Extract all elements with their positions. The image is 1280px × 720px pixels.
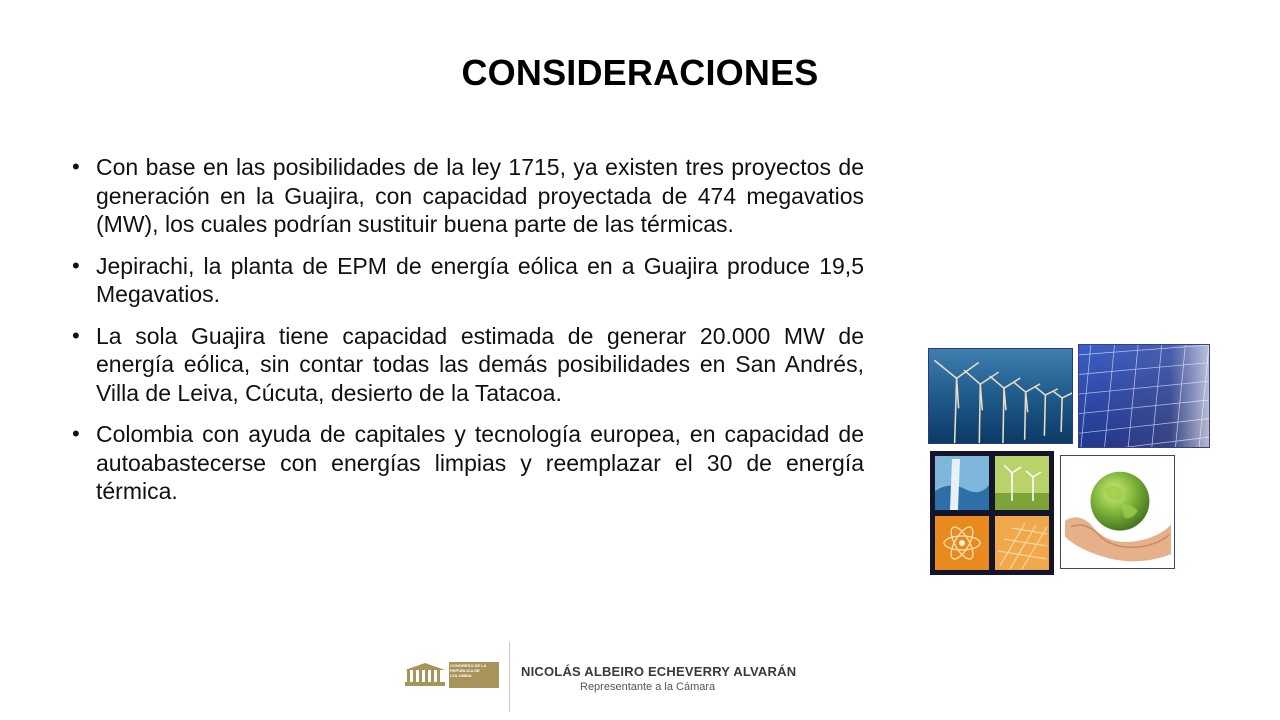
- bullet-text: Colombia con ayuda de capitales y tecnología europea, en capacidad de autoabastecerse con energías limpias y reemplazar el 30 de energía térmica.: [96, 421, 864, 504]
- bullet-marker: •: [72, 421, 80, 446]
- renewable-energy-collage: [930, 451, 1054, 575]
- footer-divider: [509, 642, 510, 712]
- congress-logo-caption: CONGRESO DE LA REPÚBLICA DE COLOMBIA: [450, 663, 487, 678]
- bullet-item: [72, 420, 864, 506]
- bullet-text: La sola Guajira tiene capacidad estimada de generar 20.000 MW de energía eólica, sin contar todas las demás posibilidades en San Andrés, Villa de Leiva, Cúcuta, desierto de la Tatacoa.: [96, 322, 864, 406]
- bullet-text: Jepirachi, la planta de EPM de energía eólica en a Guajira produce 19,5 Megavatios.: [96, 252, 864, 307]
- bullet-marker: •: [72, 322, 80, 348]
- bullet-item: [72, 153, 864, 239]
- bullet-item: [72, 252, 864, 309]
- bullet-marker: •: [72, 154, 80, 179]
- bullet-item: [72, 322, 864, 408]
- representative-role: Representante a la Cámara: [580, 681, 716, 693]
- hands-holding-globe-photo: [1060, 455, 1175, 569]
- wind-turbines-photo: [928, 348, 1073, 444]
- representative-name: NICOLÁS ALBEIRO ECHEVERRY ALVARÁN: [521, 664, 797, 679]
- bullet-list: [72, 153, 864, 519]
- slide-title: CONSIDERACIONES: [461, 52, 819, 93]
- bullet-text: Con base en las posibilidades de la ley 1715, ya existen tres proyectos de generación en la Guajira, con capacidad proyectada de 474 megavatios (MW), los cuales podrían sustituir buena parte de las térmicas.: [96, 154, 864, 237]
- bullet-marker: •: [72, 252, 80, 278]
- solar-panel-photo: [1078, 344, 1210, 448]
